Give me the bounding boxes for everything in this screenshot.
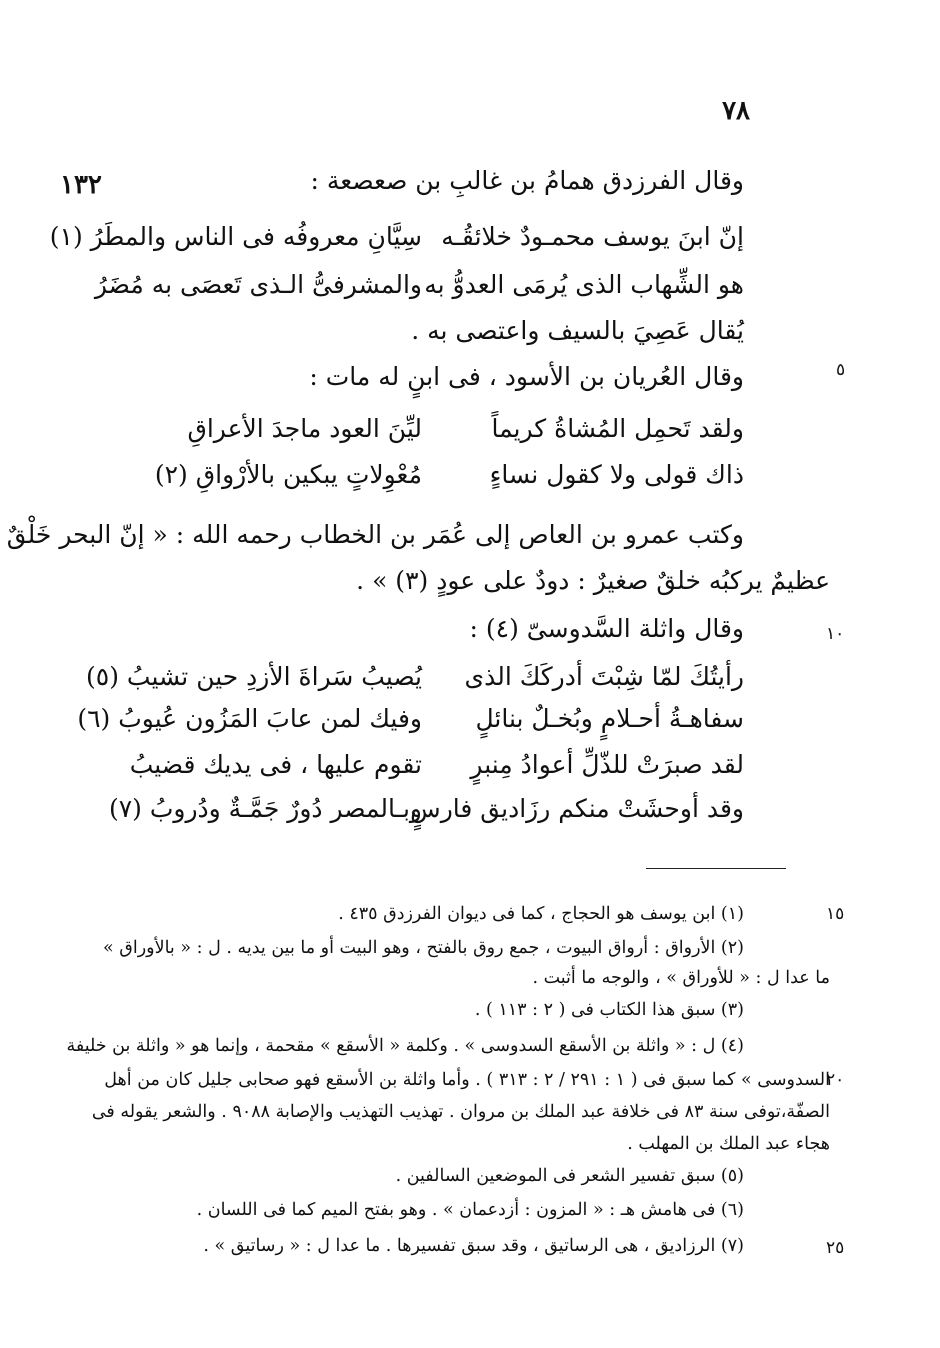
footnote: (٦) فى هامش هـ : « المزون : أزدعمان » . وهو بفتح الميم كما فى اللسان . [196, 1200, 744, 1220]
footnote: (٢) الأرواق : أرواق البيوت ، جمع روق بالفتح ، وهو البيت أو ما بين يديه . ل : « بالأوراق » [103, 938, 744, 958]
verse-second-hemistich: وفيك لمن عابَ المَزُون عُيوبُ (٦) [77, 704, 422, 733]
verse-second-hemistich: يُصيبُ سَراةَ الأزدِ حين تشيبُ (٥) [86, 662, 422, 691]
footnote: (١) ابن يوسف هو الحجاج ، كما فى ديوان الفرزدق ٤٣٥ . [338, 904, 744, 924]
verse-second-hemistich: مُعْوِلاتٍ يبكين بالأرْواقِ (٢) [154, 460, 422, 489]
verse-first-hemistich: ولقد تَحمِل المُشاةُ كريماً [491, 414, 744, 443]
footnote-continuation: ما عدا ل : « للأوراق » ، والوجه ما أثبت . [532, 968, 830, 988]
intro-line: وقال الفرزدق همامُ بن غالبِ بن صعصعة : [310, 166, 744, 195]
footnote-continuation: الصفّة،توفى سنة ٨٣ فى خلافة عبد الملك بن مروان . تهذيب التهذيب والإصابة ٩٠٨٨ . والشعر يقوله فى [91, 1102, 830, 1122]
footnote: (٤) ل : « واثلة بن الأسقع السدوسى » . وكلمة « الأسقع » مقحمة ، وإنما هو « واثلة بن خليفة [66, 1036, 744, 1056]
footnote-continuation: هجاء عبد الملك بن المهلب . [627, 1134, 830, 1154]
prose-line: عظيمٌ يركبُه خلقٌ صغيرٌ : دودٌ على عودٍ (٣) » . [356, 566, 830, 595]
verse-first-hemistich: وقد أوحشَتْ منكم رزَاديق فارسٍ [410, 794, 744, 823]
margin-line-number: ٥ [836, 360, 846, 380]
intro-line: وقال العُريان بن الأسود ، فى ابنٍ له مات : [309, 362, 744, 391]
verse-second-hemistich: تقوم عليها ، فى يديك قضيبُ [129, 750, 422, 779]
prose-line: وكتب عمرو بن العاص إلى عُمَر بن الخطاب رحمه الله : « إنّ البحر خَلْقٌ [6, 520, 744, 549]
footnote: (٣) سبق هذا الكتاب فى ( ٢ : ١١٣ ) . [474, 1000, 744, 1020]
verse-first-hemistich: ذاك قولى ولا كقول نساءٍ [489, 460, 744, 489]
verse-first-hemistich: لقد صبرَتْ للذّلِّ أعوادُ مِنبرٍ [470, 750, 744, 779]
verse-first-hemistich: رأيتُكَ لمّا شِبْتَ أدركَكَ الذى [464, 662, 744, 691]
page-number: ٧٨ [722, 96, 750, 126]
verse-second-hemistich: وبـالمصر دُورٌ جَمَّـةٌ ودُروبُ (٧) [108, 794, 422, 823]
footnote: (٥) سبق تفسير الشعر فى الموضعين السالفين . [395, 1166, 744, 1186]
footnote-divider [646, 868, 786, 869]
verse-first-hemistich: سفاهـةُ أحـلامٍ وبُخـلٌ بنائلٍ [475, 704, 744, 733]
footnote: (٧) الرزاديق ، هى الرساتيق ، وقد سبق تفسيرها . ما عدا ل : « رساتيق » . [203, 1236, 744, 1256]
margin-line-number: ١٥ [826, 904, 845, 924]
intro-line: وقال واثلة السَّدوسىّ (٤) : [469, 614, 744, 643]
gloss-line: يُقال عَصِيَ بالسيف واعتصى به . [411, 316, 744, 345]
margin-line-number: ٢٥ [826, 1238, 845, 1258]
verse-first-hemistich: هو الشِّهاب الذى يُرمَى العدوُّ به [424, 270, 744, 299]
margin-line-number: ١٠ [826, 624, 845, 644]
verse-first-hemistich: إنّ ابنَ يوسف محمـودٌ خلائقُـه [441, 222, 744, 251]
side-page-number: ١٣٢ [60, 170, 102, 200]
margin-line-number: ٢٠ [826, 1070, 845, 1090]
verse-second-hemistich: ليِّنَ العود ماجدَ الأعراقِ [187, 414, 422, 443]
verse-second-hemistich: والمشرفىُّ الـذى تَعصَى به مُضَرُ [94, 270, 422, 299]
footnote-continuation: السدوسى » كما سبق فى ( ١ : ٢٩١ / ٢ : ٣١٣ ) . وأما واثلة بن الأسقع فهو صحابى جليل كان من أهل [104, 1070, 830, 1090]
verse-second-hemistich: سِيَّانِ معروفُه فى الناس والمطَرُ (١) [49, 222, 422, 251]
